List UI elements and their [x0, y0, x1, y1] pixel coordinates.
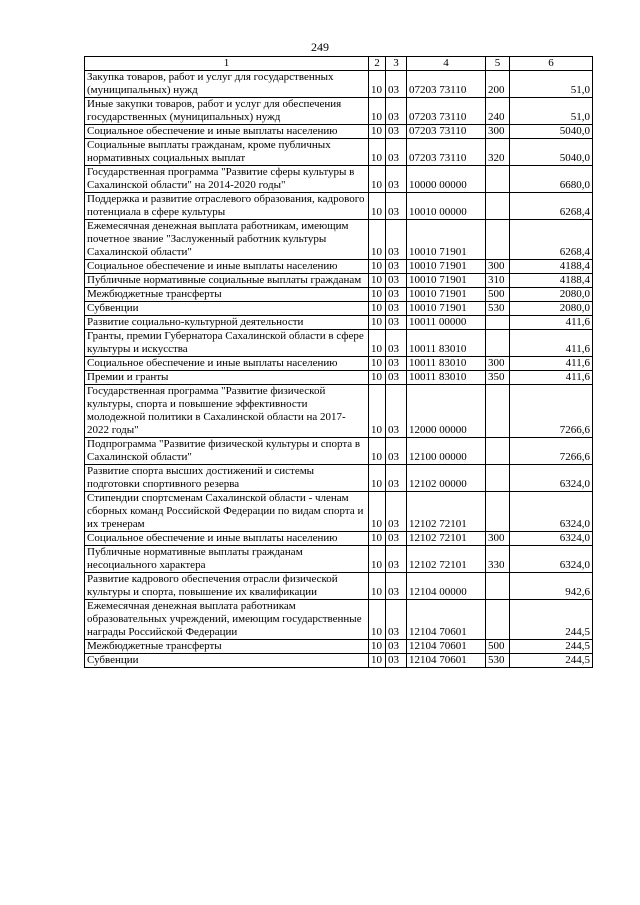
section-code: 10 [369, 98, 386, 125]
header-col-2: 2 [369, 57, 386, 71]
section-code: 10 [369, 71, 386, 98]
target-article-code: 10011 83010 [407, 371, 486, 385]
target-article-code: 10010 71901 [407, 274, 486, 288]
expense-type-code [486, 465, 510, 492]
section-code: 10 [369, 600, 386, 640]
item-name: Премии и гранты [85, 371, 369, 385]
target-article-code: 10011 83010 [407, 330, 486, 357]
section-code: 10 [369, 316, 386, 330]
section-code: 10 [369, 302, 386, 316]
amount: 411,6 [510, 371, 593, 385]
subsection-code: 03 [386, 640, 407, 654]
table-row [85, 438, 593, 465]
target-article-code: 12102 72101 [407, 492, 486, 532]
expense-type-code [486, 438, 510, 465]
table-row [85, 385, 593, 438]
subsection-code: 03 [386, 385, 407, 438]
table-row [85, 125, 593, 139]
expense-type-code: 300 [486, 125, 510, 139]
expense-type-code: 500 [486, 288, 510, 302]
expense-type-code: 300 [486, 532, 510, 546]
subsection-code: 03 [386, 139, 407, 166]
target-article-code: 10010 00000 [407, 193, 486, 220]
amount: 6324,0 [510, 492, 593, 532]
subsection-code: 03 [386, 288, 407, 302]
target-article-code: 07203 73110 [407, 98, 486, 125]
item-name: Социальные выплаты гражданам, кроме публичных нормативных социальных выплат [85, 139, 369, 166]
subsection-code: 03 [386, 220, 407, 260]
target-article-code: 12102 72101 [407, 532, 486, 546]
header-col-3: 3 [386, 57, 407, 71]
target-article-code: 10010 71901 [407, 220, 486, 260]
amount: 411,6 [510, 316, 593, 330]
table-row [85, 98, 593, 125]
amount: 6324,0 [510, 532, 593, 546]
table-row [85, 357, 593, 371]
item-name: Публичные нормативные социальные выплаты гражданам [85, 274, 369, 288]
amount: 244,5 [510, 640, 593, 654]
subsection-code: 03 [386, 98, 407, 125]
amount: 7266,6 [510, 385, 593, 438]
section-code: 10 [369, 193, 386, 220]
amount: 6680,0 [510, 166, 593, 193]
table-body [85, 71, 593, 668]
target-article-code: 07203 73110 [407, 71, 486, 98]
item-name: Социальное обеспечение и иные выплаты населению [85, 357, 369, 371]
section-code: 10 [369, 546, 386, 573]
expense-type-code: 530 [486, 302, 510, 316]
table-row [85, 316, 593, 330]
header-col-4: 4 [407, 57, 486, 71]
item-name: Публичные нормативные выплаты гражданам несоциального характера [85, 546, 369, 573]
item-name: Государственная программа "Развитие сферы культуры в Сахалинской области" на 2014-2020 годы" [85, 166, 369, 193]
section-code: 10 [369, 640, 386, 654]
section-code: 10 [369, 573, 386, 600]
subsection-code: 03 [386, 260, 407, 274]
expense-type-code [486, 316, 510, 330]
amount: 411,6 [510, 330, 593, 357]
target-article-code: 07203 73110 [407, 139, 486, 166]
page-number: 249 [311, 40, 329, 54]
expense-type-code: 300 [486, 260, 510, 274]
table-row [85, 193, 593, 220]
subsection-code: 03 [386, 492, 407, 532]
table-row [85, 260, 593, 274]
expense-type-code [486, 220, 510, 260]
subsection-code: 03 [386, 546, 407, 573]
section-code: 10 [369, 220, 386, 260]
table-row [85, 139, 593, 166]
expense-type-code [486, 573, 510, 600]
expense-type-code: 330 [486, 546, 510, 573]
section-code: 10 [369, 371, 386, 385]
header-col-1: 1 [85, 57, 369, 71]
subsection-code: 03 [386, 600, 407, 640]
amount: 6324,0 [510, 465, 593, 492]
table-row [85, 288, 593, 302]
target-article-code: 12102 72101 [407, 546, 486, 573]
expense-type-code: 300 [486, 357, 510, 371]
table-row [85, 654, 593, 668]
header-row [85, 57, 593, 71]
subsection-code: 03 [386, 654, 407, 668]
table-row [85, 330, 593, 357]
subsection-code: 03 [386, 330, 407, 357]
amount: 51,0 [510, 71, 593, 98]
item-name: Субвенции [85, 302, 369, 316]
expense-type-code [486, 330, 510, 357]
target-article-code: 10011 83010 [407, 357, 486, 371]
item-name: Ежемесячная денежная выплата работникам, имеющим почетное звание "Заслуженный работник культуры Сахалинской области" [85, 220, 369, 260]
amount: 6268,4 [510, 193, 593, 220]
amount: 5040,0 [510, 139, 593, 166]
subsection-code: 03 [386, 71, 407, 98]
amount: 4188,4 [510, 274, 593, 288]
section-code: 10 [369, 438, 386, 465]
item-name: Субвенции [85, 654, 369, 668]
section-code: 10 [369, 654, 386, 668]
item-name: Развитие спорта высших достижений и системы подготовки спортивного резерва [85, 465, 369, 492]
target-article-code: 12104 00000 [407, 573, 486, 600]
item-name: Межбюджетные трансферты [85, 640, 369, 654]
table-row [85, 166, 593, 193]
budget-table [84, 56, 593, 668]
item-name: Подпрограмма "Развитие физической культуры и спорта в Сахалинской области" [85, 438, 369, 465]
table-row [85, 220, 593, 260]
target-article-code: 12102 00000 [407, 465, 486, 492]
table-row [85, 465, 593, 492]
item-name: Развитие социально-культурной деятельности [85, 316, 369, 330]
item-name: Государственная программа "Развитие физической культуры, спорта и повышение эффективности молодежной политики в Сахалинской области на 2017-2022 годы" [85, 385, 369, 438]
table-row [85, 302, 593, 316]
subsection-code: 03 [386, 532, 407, 546]
header-col-5: 5 [486, 57, 510, 71]
expense-type-code [486, 385, 510, 438]
target-article-code: 10000 00000 [407, 166, 486, 193]
amount: 244,5 [510, 654, 593, 668]
table-row [85, 600, 593, 640]
amount: 5040,0 [510, 125, 593, 139]
section-code: 10 [369, 166, 386, 193]
expense-type-code: 310 [486, 274, 510, 288]
subsection-code: 03 [386, 302, 407, 316]
table-row [85, 274, 593, 288]
target-article-code: 12000 00000 [407, 385, 486, 438]
amount: 6324,0 [510, 546, 593, 573]
subsection-code: 03 [386, 125, 407, 139]
amount: 51,0 [510, 98, 593, 125]
item-name: Социальное обеспечение и иные выплаты населению [85, 260, 369, 274]
target-article-code: 12104 70601 [407, 654, 486, 668]
target-article-code: 10010 71901 [407, 288, 486, 302]
item-name: Социальное обеспечение и иные выплаты населению [85, 125, 369, 139]
table-row [85, 532, 593, 546]
amount: 411,6 [510, 357, 593, 371]
subsection-code: 03 [386, 316, 407, 330]
expense-type-code [486, 600, 510, 640]
item-name: Иные закупки товаров, работ и услуг для обеспечения государственных (муниципальных) нужд [85, 98, 369, 125]
amount: 6268,4 [510, 220, 593, 260]
subsection-code: 03 [386, 465, 407, 492]
expense-type-code: 500 [486, 640, 510, 654]
item-name: Стипендии спортсменам Сахалинской области - членам сборных команд Российской Федерации по видам спорта и их тренерам [85, 492, 369, 532]
amount: 244,5 [510, 600, 593, 640]
subsection-code: 03 [386, 371, 407, 385]
table-row [85, 371, 593, 385]
section-code: 10 [369, 288, 386, 302]
section-code: 10 [369, 465, 386, 492]
section-code: 10 [369, 274, 386, 288]
section-code: 10 [369, 385, 386, 438]
target-article-code: 10010 71901 [407, 260, 486, 274]
item-name: Гранты, премии Губернатора Сахалинской области в сфере культуры и искусства [85, 330, 369, 357]
expense-type-code: 240 [486, 98, 510, 125]
section-code: 10 [369, 125, 386, 139]
table-row [85, 546, 593, 573]
item-name: Социальное обеспечение и иные выплаты населению [85, 532, 369, 546]
item-name: Поддержка и развитие отраслевого образования, кадрового потенциала в сфере культуры [85, 193, 369, 220]
target-article-code: 10011 00000 [407, 316, 486, 330]
amount: 942,6 [510, 573, 593, 600]
subsection-code: 03 [386, 573, 407, 600]
expense-type-code: 200 [486, 71, 510, 98]
expense-type-code: 530 [486, 654, 510, 668]
target-article-code: 07203 73110 [407, 125, 486, 139]
subsection-code: 03 [386, 357, 407, 371]
expense-type-code [486, 193, 510, 220]
amount: 2080,0 [510, 302, 593, 316]
subsection-code: 03 [386, 193, 407, 220]
expense-type-code [486, 492, 510, 532]
subsection-code: 03 [386, 166, 407, 193]
section-code: 10 [369, 139, 386, 166]
target-article-code: 12100 00000 [407, 438, 486, 465]
section-code: 10 [369, 357, 386, 371]
header-col-6: 6 [510, 57, 593, 71]
item-name: Межбюджетные трансферты [85, 288, 369, 302]
amount: 7266,6 [510, 438, 593, 465]
table-row [85, 573, 593, 600]
section-code: 10 [369, 492, 386, 532]
table-row [85, 71, 593, 98]
section-code: 10 [369, 330, 386, 357]
subsection-code: 03 [386, 438, 407, 465]
table-row [85, 492, 593, 532]
expense-type-code [486, 166, 510, 193]
target-article-code: 10010 71901 [407, 302, 486, 316]
target-article-code: 12104 70601 [407, 600, 486, 640]
subsection-code: 03 [386, 274, 407, 288]
table-row [85, 640, 593, 654]
section-code: 10 [369, 532, 386, 546]
item-name: Ежемесячная денежная выплата работникам образовательных учреждений, имеющим государственные награды Российской Федерации [85, 600, 369, 640]
target-article-code: 12104 70601 [407, 640, 486, 654]
item-name: Развитие кадрового обеспечения отрасли физической культуры и спорта, повышение их квалификации [85, 573, 369, 600]
expense-type-code: 350 [486, 371, 510, 385]
item-name: Закупка товаров, работ и услуг для государственных (муниципальных) нужд [85, 71, 369, 98]
amount: 4188,4 [510, 260, 593, 274]
expense-type-code: 320 [486, 139, 510, 166]
section-code: 10 [369, 260, 386, 274]
amount: 2080,0 [510, 288, 593, 302]
